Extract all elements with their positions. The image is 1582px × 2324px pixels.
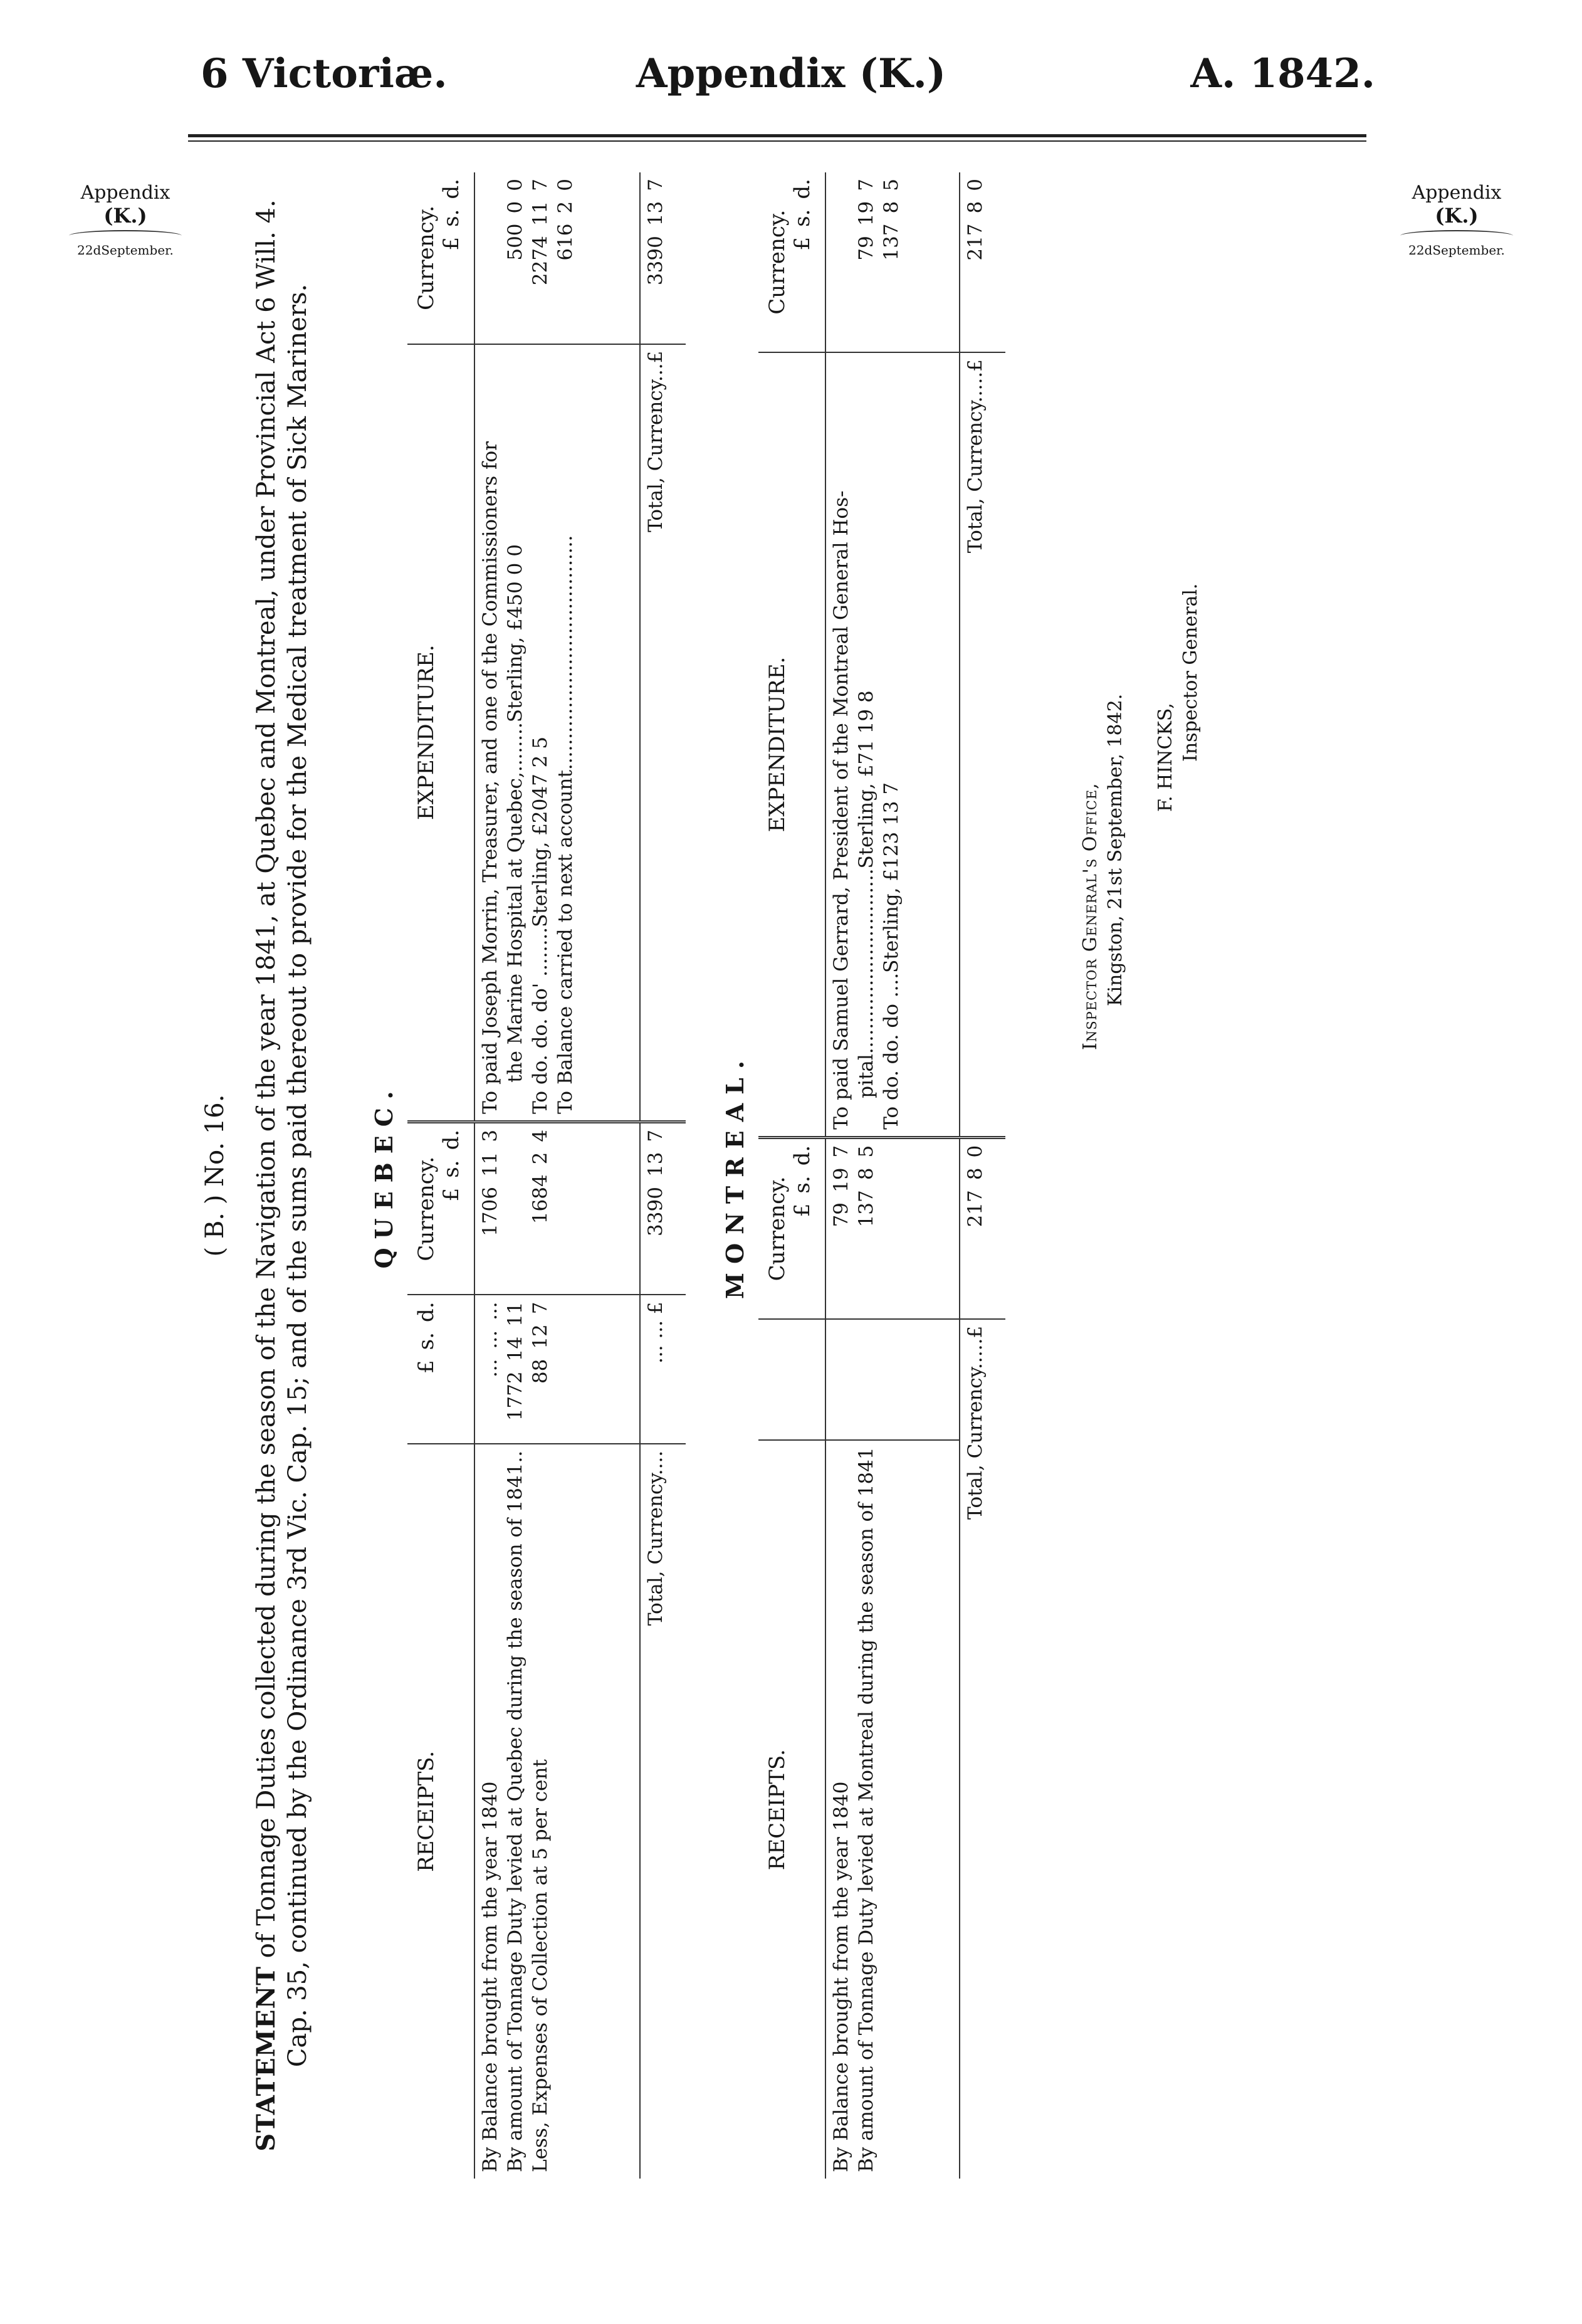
receipts-total-label: Total, Currency.... (640, 1444, 686, 2179)
currency-row: 137 8 5 (880, 179, 903, 261)
header-rule-thick (188, 134, 1366, 137)
receipts-total: 217 8 0 (960, 1137, 1005, 1319)
rotated-statement-area (188, 172, 1366, 2179)
lsd-units: £ s. d. (414, 1301, 439, 1374)
currency-row: 2274 11 7 (529, 179, 552, 286)
table-row (825, 172, 960, 2179)
margin-note-left (44, 182, 207, 258)
receipt-line: Less, Expenses of Collection at 5 per cent (529, 1759, 552, 2172)
receipt-amounts (825, 1319, 960, 1440)
currency-label: Currency. (765, 209, 790, 315)
header-appendix: Appendix (K.) (636, 50, 946, 97)
currency-header (758, 172, 825, 352)
signature-title: Inspector General. (1180, 583, 1202, 762)
expenditure-line: To Balance carried to next account...................................... (554, 535, 577, 1114)
totals-row (960, 172, 1005, 2179)
table-row (474, 172, 640, 2179)
accounts-area (370, 172, 1360, 2179)
receipts-header: RECEIPTS. (407, 1444, 474, 2179)
receipt-currency (825, 1137, 960, 1319)
currency-header (758, 1137, 825, 1319)
expenditure-header: EXPENDITURE. (407, 344, 474, 1122)
currency-label: Currency. (414, 205, 439, 310)
section-title-montreal: MONTREAL. (721, 1051, 749, 1300)
currency-row: 1684 2 4 (529, 1129, 552, 1224)
margin-note-date: 22dSeptember. (1408, 243, 1505, 258)
margin-note-right (1375, 182, 1538, 258)
expenditure-total: 217 8 0 (960, 172, 1005, 352)
currency-row-empty (504, 1130, 529, 1288)
receipt-currency (474, 1122, 640, 1295)
currency-row-empty (830, 179, 855, 345)
rotated-statement (188, 172, 1366, 2179)
expenditure-line: pital..............................Sterling, £71 19 8 (855, 690, 877, 1098)
receipt-line: By Balance brought from the year 1840 (479, 1781, 501, 2172)
receipts-total: 3390 13 7 (640, 1122, 686, 1295)
lsd-units: £ s. d. (439, 179, 464, 251)
expenditure-total-label: Total, Currency.....£ (960, 352, 1005, 1137)
signature-name: F. HINCKS, (1155, 703, 1176, 812)
expenditure-total-label: Total, Currency...£ (640, 344, 686, 1122)
expenditure-line: To do. do. do' ........Sterling, £2047 2 5 (529, 737, 552, 1114)
signature-block (1078, 584, 1203, 1050)
amount-row: 1772 14 11 (504, 1301, 526, 1421)
currency-row-empty (479, 179, 504, 337)
title-lead: STATEMENT (251, 1966, 281, 2152)
amount-row: ... ... ... (479, 1301, 501, 1378)
expenditure-line: the Marine Hospital at Quebec,........Sterling, £450 0 0 (504, 544, 526, 1083)
receipts-total-label: Total, Currency.....£ (960, 1319, 1005, 2179)
margin-note-letter: (K.) (103, 204, 147, 228)
amount-row: 88 12 7 (529, 1301, 552, 1384)
section-title-quebec: QUEBEC. (370, 1082, 398, 1269)
header-session: 6 Victoriæ. (201, 50, 448, 97)
margin-note-date: 22dSeptember. (77, 243, 174, 258)
currency-header (407, 1122, 474, 1295)
expenditure-currency (825, 172, 960, 352)
expenditure-cell (825, 352, 960, 1137)
margin-note-brace (1400, 230, 1513, 241)
expenditure-cell (474, 344, 640, 1122)
amount-header (758, 1319, 825, 1440)
expenditure-total: 3390 13 7 (640, 172, 686, 344)
document-title (251, 172, 313, 2179)
currency-row: 79 19 7 (830, 1145, 852, 1228)
table-header-row (407, 172, 474, 2179)
currency-label: Currency. (765, 1176, 790, 1281)
receipts-header: RECEIPTS. (758, 1440, 825, 2179)
expenditure-line: To paid Joseph Morrin, Treasurer, and one of the Commissioners for (479, 441, 501, 1114)
table-header-row (758, 172, 825, 2179)
lsd-units: £ s. d. (790, 1145, 815, 1217)
receipt-line: By Balance brought from the year 1840 (830, 1781, 852, 2172)
margin-note-appendix: Appendix (1412, 182, 1502, 204)
expenditure-header: EXPENDITURE. (758, 352, 825, 1137)
expenditure-line: To do. do. do ....Sterling, £123 13 7 (880, 782, 903, 1130)
document-reference: ( B. ) No. 16. (201, 1094, 229, 1257)
header-rule-thin (188, 140, 1366, 142)
currency-row: 500 0 0 (504, 179, 526, 261)
currency-row: 137 8 5 (855, 1145, 877, 1228)
receipts-total-mid: ... ... £ (640, 1295, 686, 1443)
currency-header (407, 172, 474, 344)
quebec-account-table (407, 172, 686, 2179)
signature-place-date: Kingston, 21st September, 1842. (1104, 693, 1126, 1006)
receipt-amounts (474, 1295, 640, 1443)
margin-note-letter: (K.) (1435, 204, 1479, 228)
title-text: of Tonnage Duties collected during the season of the Navigation of the year 1841, at Quebec and Montreal, under Provincial Act 6 Will. 4. Cap. 35, continued by the Ordinance 3rd Vic. Cap. 15; and of the sums paid thereout to provide for the Medical treatment of Sick Mariners. (252, 199, 312, 2068)
amount-header (407, 1295, 474, 1443)
receipt-line: By amount of Tonnage Duty levied at Quebec during the season of 1841.. (504, 1450, 526, 2172)
montreal-account-table (758, 172, 1005, 2179)
expenditure-line: To paid Samuel Gerrard, President of the Montreal General Hos- (830, 490, 852, 1130)
lsd-units: £ s. d. (439, 1129, 464, 1202)
lsd-units: £ s. d. (790, 179, 815, 251)
currency-row: 616 2 0 (554, 179, 577, 261)
signature-office: Inspector General's Office, (1079, 782, 1101, 1050)
receipt-line: By amount of Tonnage Duty levied at Montreal during the season of 1841 (855, 1447, 877, 2172)
currency-label: Currency. (414, 1156, 439, 1261)
margin-note-appendix: Appendix (80, 182, 170, 204)
expenditure-currency (474, 172, 640, 344)
receipts-cell (825, 1440, 960, 2179)
currency-row: 79 19 7 (855, 179, 877, 261)
receipts-cell (474, 1444, 640, 2179)
currency-row: 1706 11 3 (479, 1129, 501, 1236)
totals-row (640, 172, 686, 2179)
margin-note-brace (69, 230, 182, 241)
header-year: A. 1842. (1190, 50, 1375, 97)
